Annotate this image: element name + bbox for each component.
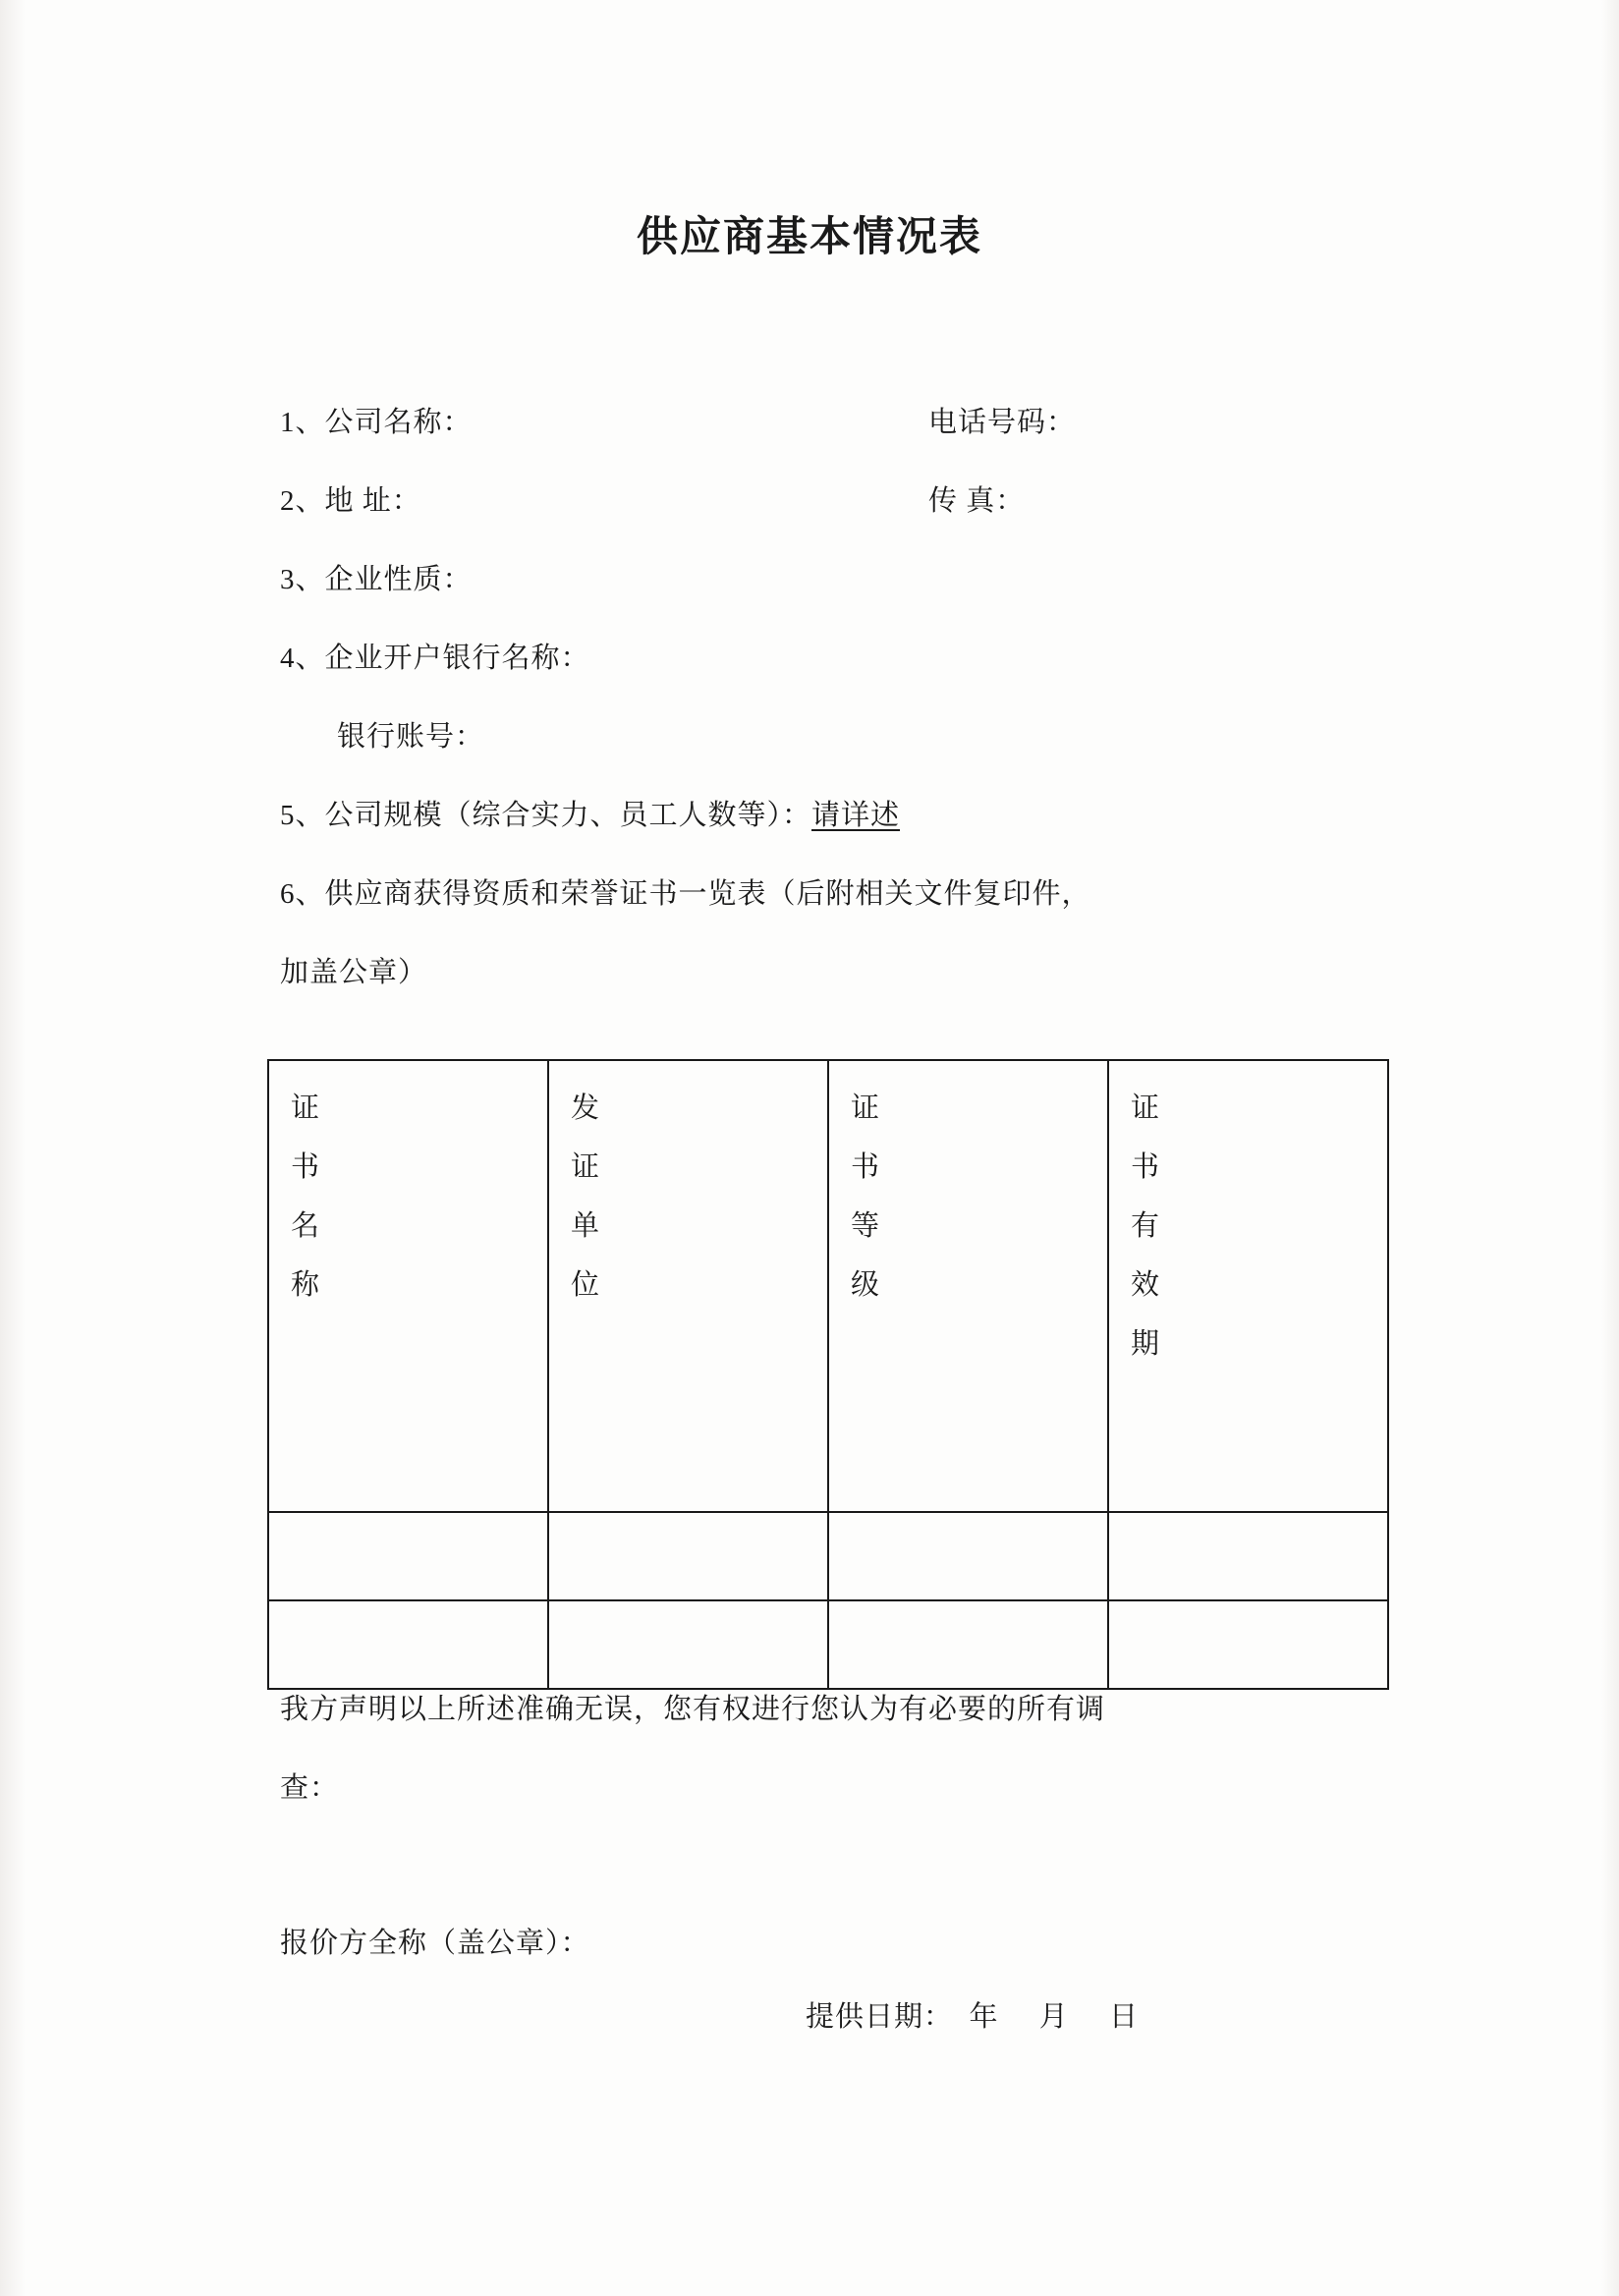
field-company-name (280, 383, 1390, 462)
field-company-scale (280, 776, 1390, 855)
field-bank-name (280, 619, 1390, 698)
header-char: 证 (1131, 1092, 1161, 1124)
table-cell[interactable] (268, 1512, 548, 1600)
field-fax-label: 传 真： (928, 485, 1026, 517)
date-label: 提供日期： 年 月 日 (806, 2001, 1140, 2033)
header-cell-issuing-authority (548, 1060, 828, 1512)
header-char: 证 (291, 1092, 321, 1124)
header-char: 名 (291, 1210, 321, 1242)
field-company-scale-note: 请详述 (811, 800, 901, 831)
header-char: 书 (1131, 1151, 1161, 1183)
header-char: 单 (571, 1210, 601, 1242)
header-char: 证 (571, 1151, 601, 1183)
declaration-line2: 查： (280, 1772, 340, 1804)
declaration-text (280, 1670, 1420, 1827)
header-cell-validity-period (1108, 1060, 1388, 1512)
header-char: 书 (851, 1151, 881, 1183)
header-cell-certificate-name (268, 1060, 548, 1512)
table-row (268, 1512, 1388, 1600)
field-certificates-intro (280, 855, 1390, 1012)
field-address-label: 2、地 址： (280, 485, 421, 517)
table-cell[interactable] (1108, 1512, 1388, 1600)
field-certificates-intro-line2: 加盖公章） (280, 957, 428, 988)
table-header-row (268, 1060, 1388, 1512)
header-cell-certificate-grade (828, 1060, 1108, 1512)
header-char: 证 (851, 1092, 881, 1124)
field-bank-name-label: 4、企业开户银行名称： (280, 643, 590, 674)
field-company-scale-label: 5、公司规模（综合实力、员工人数等）： (280, 800, 812, 831)
field-enterprise-nature (280, 540, 1390, 619)
header-char: 发 (571, 1092, 601, 1124)
field-certificates-intro-line1: 6、供应商获得资质和荣誉证书一览表（后附相关文件复印件， (280, 878, 1091, 910)
table-cell[interactable] (548, 1512, 828, 1600)
page-title: 供应商基本情况表 (636, 212, 982, 260)
field-bank-account-label: 银行账号： (337, 721, 485, 753)
header-char: 有 (1131, 1210, 1161, 1242)
header-char: 位 (571, 1269, 601, 1301)
certificate-table (267, 1059, 1389, 1690)
field-company-name-label: 1、公司名称： (280, 407, 473, 438)
header-char: 期 (1131, 1328, 1161, 1360)
field-phone-label: 电话号码： (928, 407, 1077, 438)
header-char: 称 (291, 1269, 321, 1301)
header-char: 效 (1131, 1269, 1161, 1301)
table-cell[interactable] (828, 1512, 1108, 1600)
field-enterprise-nature-label: 3、企业性质： (280, 564, 473, 595)
header-char: 级 (851, 1269, 881, 1301)
field-bank-account (280, 698, 1390, 776)
field-address (280, 462, 1390, 540)
header-char: 等 (851, 1210, 881, 1242)
header-char: 书 (291, 1151, 321, 1183)
signature-label: 报价方全称（盖公章）： (280, 1928, 590, 1959)
declaration-line1: 我方声明以上所述准确无误，您有权进行您认为有必要的所有调 (280, 1694, 1106, 1725)
form-fields (280, 383, 1390, 1012)
